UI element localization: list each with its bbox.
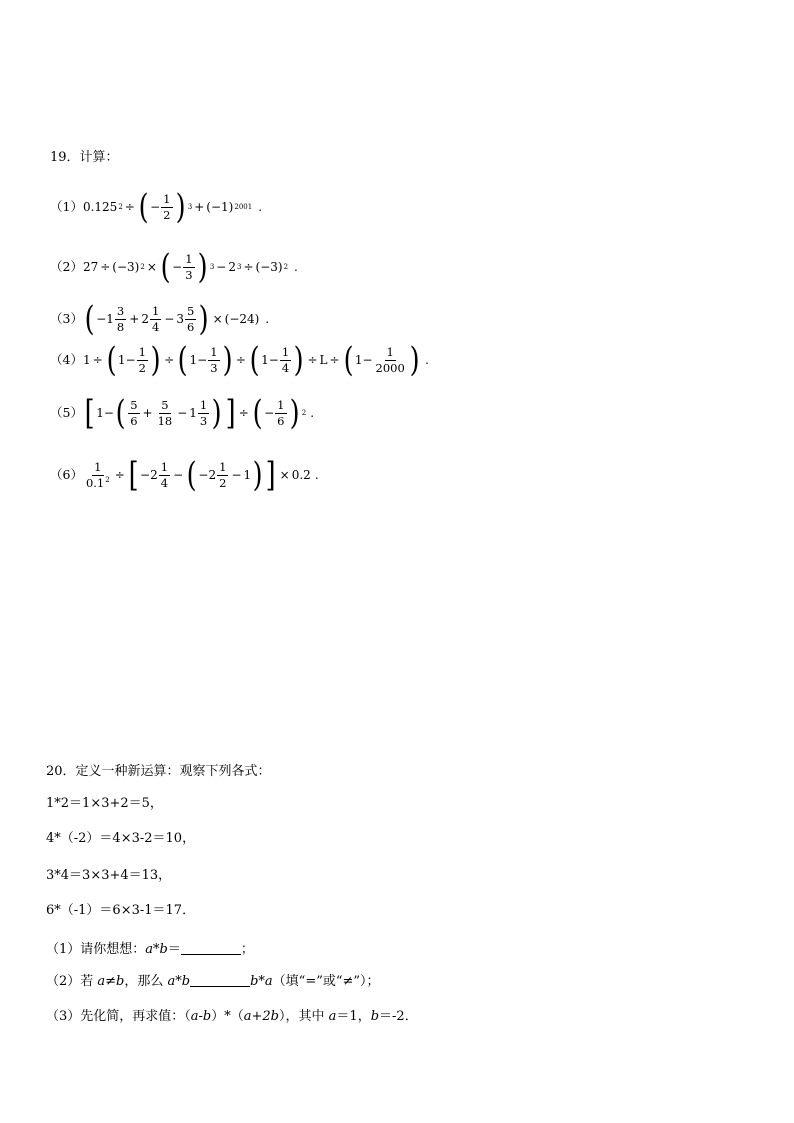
math-operator: ÷ — [92, 353, 103, 367]
paren-right: ) — [293, 340, 304, 380]
math-operator: ÷ — [329, 353, 340, 367]
paren-right: ) — [150, 340, 161, 380]
math-term: 1 — [82, 353, 91, 367]
math-operator: × — [279, 468, 290, 482]
denominator: 3 — [199, 413, 208, 428]
math-operator: ÷ — [124, 200, 135, 214]
math-term: 1 — [243, 468, 252, 482]
numerator: 1 — [199, 398, 208, 413]
numerator: 3 — [116, 304, 125, 319]
math-exponent: 3 — [236, 262, 242, 271]
paren-left: ( — [177, 340, 188, 380]
whole-part: 3 — [176, 312, 184, 326]
example-line: 1*2＝1×3+2＝5， — [46, 796, 163, 811]
math-operator: ÷ — [164, 353, 175, 367]
part-label: （2） — [50, 258, 83, 274]
math-fraction — [137, 346, 148, 373]
math-term: 0.2 — [291, 468, 311, 482]
numerator: 5 — [161, 398, 169, 413]
math-term: 1− — [117, 353, 136, 367]
numerator: 5 — [186, 304, 195, 319]
question-19-part-5 — [50, 393, 315, 433]
numerator: 1 — [210, 345, 218, 360]
math-operator: − — [231, 468, 242, 482]
mixed-number — [176, 305, 197, 332]
math-fraction — [128, 399, 139, 426]
denominator: 4 — [151, 319, 160, 334]
whole-part: 2 — [208, 468, 217, 482]
math-operator: − — [216, 260, 227, 274]
denominator: 6 — [277, 413, 285, 428]
math-operator: ÷ — [235, 353, 246, 367]
math-fraction — [374, 346, 407, 373]
math-term: 1− — [96, 406, 114, 420]
whole-part: 1 — [189, 406, 197, 420]
math-operator: − — [96, 312, 107, 326]
math-term: 1− — [354, 353, 373, 367]
paren-left: ( — [186, 455, 197, 495]
question-19-title: 19．计算： — [50, 150, 119, 165]
part-text: （3）先化简，再求值：（ — [46, 1009, 191, 1024]
bracket-left: [ — [128, 455, 139, 495]
question-20-part-3 — [46, 1010, 418, 1023]
math-fraction — [198, 399, 209, 426]
denominator: 6 — [130, 413, 138, 428]
period: . — [310, 406, 315, 420]
math-term: 1− — [189, 353, 208, 367]
part-text: （1）请你想想： — [46, 942, 146, 957]
period: . — [425, 353, 429, 367]
part-text: ＝-2． — [379, 1009, 418, 1024]
math-variable: a≠b — [97, 974, 125, 989]
paren-left: ( — [252, 393, 263, 433]
denominator: 8 — [116, 319, 125, 334]
math-operator: − — [172, 260, 183, 274]
math-exponent: 2001 — [234, 202, 253, 211]
denominator: 2 — [138, 360, 146, 375]
whole-part: 2 — [141, 312, 149, 326]
numerator: 1 — [185, 252, 193, 267]
bracket-right: ] — [266, 455, 277, 495]
period: . — [258, 200, 263, 214]
math-term: 0.125 — [82, 200, 118, 214]
mixed-number — [150, 461, 171, 488]
math-term: 27 — [82, 260, 99, 274]
bracket-left: [ — [84, 393, 95, 433]
numerator: 1 — [281, 345, 290, 360]
question-19-part-2 — [50, 247, 298, 287]
denominator: 6 — [186, 319, 195, 334]
mixed-number — [208, 461, 229, 488]
math-operator: ÷ — [238, 406, 249, 420]
question-20-part-2 — [46, 974, 380, 988]
math-exponent: 2 — [140, 262, 145, 271]
numerator: 1 — [219, 460, 227, 475]
part-text: ＝1， — [336, 1009, 371, 1024]
question-19-part-4 — [50, 340, 429, 380]
math-operator: − — [140, 468, 151, 482]
paren-left: ( — [249, 340, 260, 380]
denominator: 3 — [185, 267, 193, 282]
mixed-number — [141, 305, 162, 332]
example-line: 3*4＝3×3+4＝13， — [46, 868, 172, 883]
math-operator: ÷ — [114, 468, 125, 482]
paren-left: ( — [106, 340, 117, 380]
whole-part: 1 — [106, 312, 114, 326]
paren-right: ) — [222, 340, 233, 380]
math-term: (−3) — [255, 260, 283, 274]
math-fraction — [280, 346, 291, 373]
math-variable: a*b — [167, 974, 191, 989]
math-term: (−24) — [224, 312, 260, 326]
denominator — [84, 476, 112, 489]
period: . — [314, 468, 319, 482]
mixed-number — [189, 399, 210, 426]
denominator: 2 — [219, 475, 227, 490]
math-operator: − — [173, 468, 184, 482]
part-label: （5） — [50, 404, 83, 420]
denominator: 4 — [160, 475, 169, 490]
part-text: （填“=”或“≠”）； — [272, 974, 380, 989]
numerator: 1 — [386, 345, 394, 360]
paren-left: ( — [138, 187, 149, 227]
math-term: 2 — [228, 260, 236, 274]
math-variable: a+2b — [243, 1009, 280, 1024]
math-exponent: 2 — [301, 408, 307, 417]
math-term: (−1) — [206, 200, 234, 214]
denominator: 2000 — [375, 360, 405, 375]
math-operator: − — [198, 468, 209, 482]
numerator: 1 — [138, 345, 146, 360]
denominator: 18 — [157, 413, 173, 428]
denominator: 4 — [281, 360, 290, 375]
question-19-part-3 — [50, 299, 270, 339]
question-19-part-6 — [50, 456, 319, 494]
math-operator: ÷ — [307, 353, 318, 367]
part-label: （1） — [50, 198, 83, 214]
question-20-title: 20．定义一种新运算：观察下列各式： — [46, 764, 271, 779]
denominator: 3 — [210, 360, 218, 375]
period: . — [265, 312, 270, 326]
math-operator: × — [212, 312, 223, 326]
example-line: 4*（-2）＝4×3-2＝10， — [46, 831, 196, 846]
ellipsis-glyph: L — [319, 353, 328, 367]
numerator: 1 — [277, 398, 285, 413]
paren-left: ( — [115, 393, 126, 433]
part-label: （6） — [50, 466, 83, 482]
math-operator: − — [264, 406, 275, 420]
math-term: 1− — [261, 353, 279, 367]
math-operator: − — [164, 312, 175, 326]
math-fraction — [150, 305, 161, 332]
paren-right: ) — [211, 393, 222, 433]
math-variable: a — [328, 1009, 337, 1024]
math-fraction — [183, 253, 194, 280]
math-expression — [83, 393, 315, 433]
math-variable: b*a — [250, 974, 273, 989]
bracket-right: ] — [225, 393, 236, 433]
math-variable: a-b — [190, 1009, 212, 1024]
paren-left: ( — [343, 340, 354, 380]
answer-blank[interactable] — [190, 974, 250, 987]
paren-right: ) — [252, 455, 263, 495]
math-operator: − — [177, 406, 188, 420]
example-line: 6*（-1）＝6×3-1＝17． — [46, 903, 196, 918]
math-exponent: 2 — [118, 202, 123, 211]
math-fraction — [156, 399, 175, 426]
mixed-number — [106, 305, 127, 332]
math-operator: × — [146, 260, 157, 274]
math-fraction — [115, 305, 126, 332]
part-text: ），其中 — [279, 1009, 329, 1024]
math-fraction — [185, 305, 196, 332]
math-exponent: 2 — [105, 475, 110, 484]
math-expression — [82, 247, 298, 287]
paren-left: ( — [160, 247, 171, 287]
math-fraction — [275, 399, 286, 426]
math-operator: + — [194, 200, 205, 214]
math-variable: a*b — [145, 942, 168, 957]
math-variable: b — [370, 1009, 380, 1024]
denominator: 2 — [163, 207, 171, 222]
part-label: （4） — [50, 351, 83, 367]
math-fraction — [161, 193, 172, 220]
whole-part: 2 — [150, 468, 158, 482]
numerator: 1 — [94, 460, 102, 475]
paren-right: ) — [197, 247, 208, 287]
math-operator: + — [129, 312, 140, 326]
math-fraction — [217, 461, 228, 488]
numerator: 1 — [163, 192, 171, 207]
math-term: (−3) — [112, 260, 140, 274]
math-fraction — [208, 346, 219, 373]
paren-right: ) — [198, 299, 209, 339]
denominator-base: 0.1 — [85, 475, 105, 490]
part-text: ； — [240, 942, 254, 957]
question-19-part-1 — [50, 187, 263, 227]
math-operator: + — [142, 406, 153, 420]
math-expression — [83, 299, 270, 339]
paren-right: ) — [409, 340, 420, 380]
part-text: ＝ — [167, 942, 181, 957]
part-text: （2）若 — [46, 974, 98, 989]
math-exponent: 2 — [283, 262, 289, 271]
math-operator: − — [150, 200, 161, 214]
math-expression — [82, 340, 429, 380]
numerator: 5 — [130, 398, 138, 413]
math-exponent: 3 — [209, 262, 215, 271]
period: . — [294, 260, 298, 274]
question-20-part-1 — [46, 942, 254, 956]
math-fraction — [84, 461, 112, 488]
math-operator: ÷ — [243, 260, 254, 274]
answer-blank[interactable] — [181, 942, 241, 955]
math-operator: ÷ — [100, 260, 111, 274]
numerator: 1 — [160, 460, 169, 475]
paren-right: ) — [289, 393, 300, 433]
math-exponent: 3 — [187, 202, 193, 211]
part-label: （3） — [50, 310, 83, 326]
numerator: 1 — [151, 304, 160, 319]
math-expression — [83, 455, 319, 495]
part-text: ，那么 — [124, 974, 168, 989]
paren-right: ) — [175, 187, 186, 227]
part-text: ）*（ — [211, 1009, 244, 1024]
paren-left: ( — [84, 299, 95, 339]
math-expression — [82, 187, 263, 227]
math-fraction — [159, 461, 170, 488]
